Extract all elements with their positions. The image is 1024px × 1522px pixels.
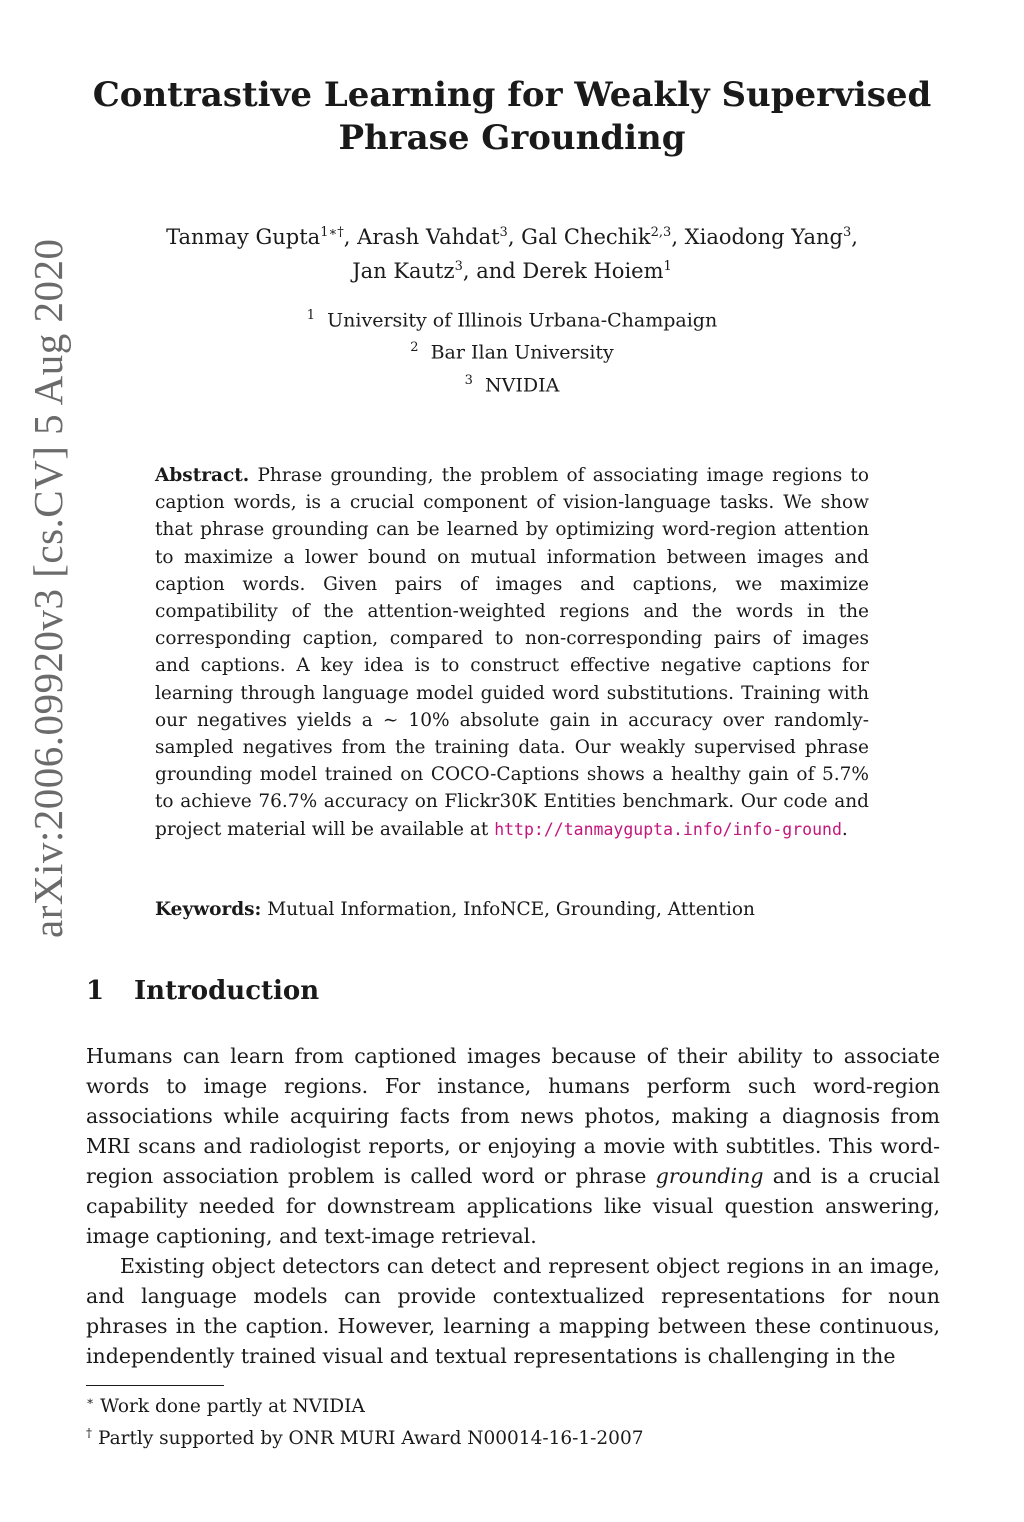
affiliation-name: NVIDIA <box>485 373 560 396</box>
footnotes <box>86 1388 940 1452</box>
footnote-text: Work done partly at NVIDIA <box>100 1396 365 1418</box>
section-title: Introduction <box>134 976 320 1006</box>
keywords-text: Mutual Information, InfoNCE, Grounding, Attention <box>267 899 755 920</box>
paragraph <box>86 1041 940 1251</box>
affiliations <box>80 302 944 399</box>
author-mark: 3 <box>842 225 852 240</box>
affiliation-mark: 3 <box>464 372 473 388</box>
affiliation-item <box>80 334 944 366</box>
author-mark: 1 <box>663 259 672 274</box>
footnote-divider <box>86 1385 224 1386</box>
author-name: , Arash Vahdat <box>343 225 500 249</box>
affiliation-name: Bar Ilan University <box>430 341 614 364</box>
author-mark: 3 <box>499 225 508 240</box>
title-line-2: Phrase Grounding <box>338 118 686 158</box>
author-separator: , <box>851 225 858 249</box>
abstract <box>155 462 869 843</box>
arxiv-stamp: arXiv:2006.09920v3 [cs.CV] 5 Aug 2020 <box>25 238 71 938</box>
footnote-text: Partly supported by ONR MURI Award N00014-16-1-2007 <box>98 1428 644 1450</box>
footnote <box>86 1388 940 1420</box>
author-name: , Gal Chechik <box>507 225 651 249</box>
author-mark: 3 <box>454 259 463 274</box>
keywords <box>155 896 869 923</box>
emphasis-term: grounding <box>655 1164 764 1188</box>
section-number: 1 <box>86 976 105 1006</box>
affiliation-item <box>80 367 944 399</box>
abstract-label: Abstract. <box>155 465 250 486</box>
abstract-text: Phrase grounding, the problem of associating image regions to caption words, is a crucial component of vision-language tasks. We show that phrase grounding can be learned by optimizing word-region attention to maximize a lower bound on mutual information between images and caption words. Given pairs of images and captions, we maximize compatibility of the attention-weighted regions and the words in the corresponding caption, compared to non-corresponding pairs of images and captions. A key idea is to construct effective negative captions for learning through language model guided word substitutions. Training with our negatives yields a ∼ 10% absolute gain in accuracy over randomly-sampled negatives from the training data. Our weakly supervised phrase grounding model trained on COCO-Captions shows a healthy gain of 5.7% to achieve 76.7% accuracy on Flickr30K Entities benchmark. Our code and project material will be available at <box>155 465 869 840</box>
affiliation-mark: 2 <box>410 340 419 356</box>
paragraph: Existing object detectors can detect and represent object regions in an image, and language models can provide contextualized representations for noun phrases in the caption. However, learning a mapping between these continuous, independently trained visual and textual representations is challenging in the <box>86 1254 940 1368</box>
footnote <box>86 1420 940 1452</box>
paper-title <box>80 74 944 160</box>
author-line-1 <box>80 218 944 252</box>
project-link[interactable]: http://tanmaygupta.info/info-ground <box>494 819 842 839</box>
body-text <box>86 1041 940 1371</box>
author-mark: 2,3 <box>650 225 672 240</box>
title-line-1: Contrastive Learning for Weakly Supervised <box>92 75 932 115</box>
footnote-mark: ∗ <box>86 1394 95 1408</box>
author-name: , and Derek Hoiem <box>462 259 664 283</box>
abstract-end: . <box>841 818 848 840</box>
affiliation-mark: 1 <box>306 308 316 323</box>
author-mark: 1∗† <box>320 225 344 240</box>
paragraph-text: and is a crucial capability needed for downstream applications like visual question answering, image captioning, and text-image retrieval. <box>86 1164 940 1248</box>
author-list <box>80 218 944 286</box>
affiliation-item <box>80 302 944 334</box>
footnote-mark: † <box>86 1426 92 1441</box>
author-name: Jan Kautz <box>352 259 455 283</box>
author-name: Tanmay Gupta <box>166 225 321 249</box>
paragraph-text: Humans can learn from captioned images because of their ability to associate words to image regions. For instance, humans perform such word-region associations while acquiring facts from news photos, making a diagnosis from MRI scans and radiologist reports, or enjoying a movie with subtitles. This word-region association problem is called word or phrase <box>86 1044 940 1188</box>
section-heading <box>86 976 319 1006</box>
affiliation-name: University of Illinois Urbana-Champaign <box>327 309 718 332</box>
keywords-label: Keywords: <box>155 899 262 920</box>
author-line-2 <box>80 252 944 286</box>
author-name: , Xiaodong Yang <box>671 225 843 249</box>
